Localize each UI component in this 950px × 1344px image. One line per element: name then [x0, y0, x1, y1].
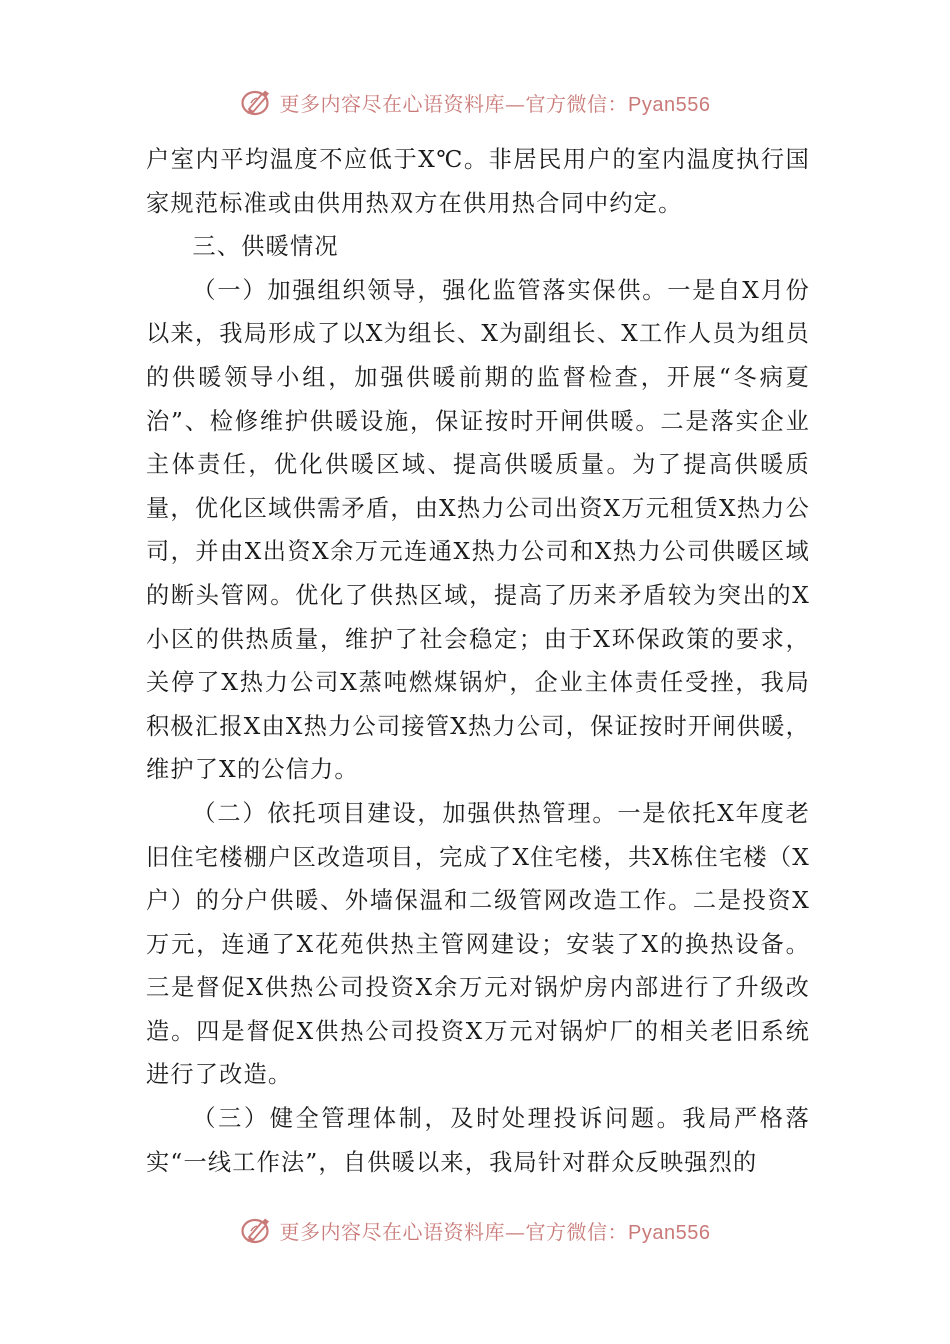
paragraph-item-1: （一）加强组织领导，强化监管落实保供。一是自X月份以来，我局形成了以X为组长、X为副组长、X工作人员为组员的供暖领导小组，加强供暖前期的监督检查，开展“冬病夏治”、检修维护供暖设施，保证按时开闸供暖。二是落实企业主体责任，优化供暖区域、提高供暖质量。为了提高供暖质量，优化区域供需矛盾，由X热力公司出资X万元租赁X热力公司，并由X出资X余万元连通X热力公司和X热力公司供暖区域的断头管网。优化了供热区域，提高了历来矛盾较为突出的X小区的供热质量，维护了社会稳定；由于X环保政策的要求，关停了X热力公司X蒸吨燃煤锅炉，企业主体责任受挫，我局积极汇报X由X热力公司接管X热力公司，保证按时开闸供暖，维护了X的公信力。: [146, 276, 810, 784]
footer-watermark-inner: [240, 1213, 711, 1247]
wechat-id: Pyan556: [628, 93, 711, 116]
wechat-id: Pyan556: [628, 1221, 711, 1244]
document-body: [146, 138, 810, 1184]
footer-watermark-banner: [0, 1208, 950, 1252]
pen-logo-icon: [240, 85, 274, 119]
footer-watermark-text: 更多内容尽在心语资料库—官方微信：Pyan556: [279, 1219, 711, 1244]
header-watermark-inner: [240, 85, 711, 119]
paragraph-continuation: 户室内平均温度不应低于X℃。非居民用户的室内温度执行国家规范标准或由供用热双方在供用热合同中约定。: [146, 146, 810, 217]
header-watermark-text: 更多内容尽在心语资料库—官方微信：Pyan556: [279, 91, 711, 116]
paragraph-item-3: （三）健全管理体制，及时处理投诉问题。我局严格落实“一线工作法”，自供暖以来，我局针对群众反映强烈的: [146, 1105, 810, 1176]
pen-logo-icon: [240, 1213, 274, 1247]
paragraph-item-2: （二）依托项目建设，加强供热管理。一是依托X年度老旧住宅楼棚户区改造项目，完成了X住宅楼，共X栋住宅楼（X户）的分户供暖、外墙保温和二级管网改造工作。二是投资X万元，连通了X花苑供热主管网建设；安装了X的换热设备。三是督促X供热公司投资X余万元对锅炉房内部进行了升级改造。四是督促X供热公司投资X万元对锅炉厂的相关老旧系统进行了改造。: [146, 799, 810, 1089]
header-watermark-banner: [0, 80, 950, 124]
section-heading: 三、供暖情况: [192, 233, 339, 261]
